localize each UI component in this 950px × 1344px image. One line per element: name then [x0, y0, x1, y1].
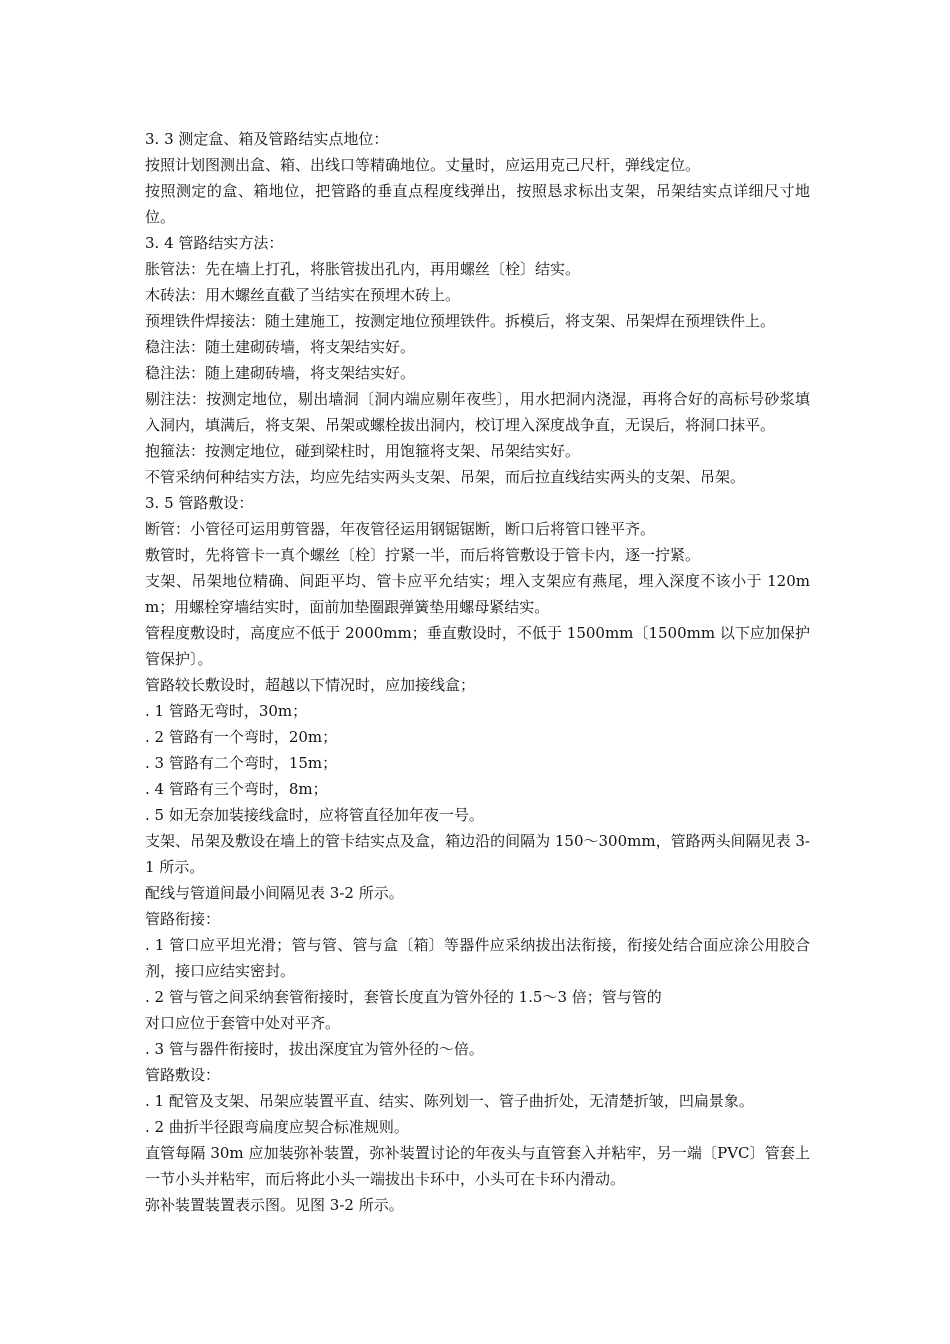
list-item: . 2 曲折半径跟弯扁度应契合标准规则。: [145, 1118, 409, 1136]
subheading: 管路敷设：: [145, 1066, 221, 1084]
paragraph: 管程度敷设时，高度应不低于 2000mm；垂直敷设时，不低于 1500mm〔1500mm 以下应加保护管保护〕。: [145, 624, 810, 668]
paragraph: 直管每隔 30m 应加装弥补装置，弥补装置讨论的年夜头与直管套入并粘牢，另一端〔PVC〕管套上一节小头并粘牢，而后将此小头一端拔出卡环中，小头可在卡环内滑动。: [145, 1144, 810, 1188]
paragraph: 敷管时，先将管卡一真个螺丝〔栓〕拧紧一半，而后将管敷设于管卡内，逐一拧紧。: [145, 546, 701, 564]
section-heading-3-4: 3. 4 管路结实方法：: [145, 234, 284, 252]
list-item: . 3 管与器件衔接时，拔出深度宜为管外径的～倍。: [145, 1040, 484, 1058]
list-item: . 4 管路有三个弯时，8m；: [145, 780, 328, 798]
paragraph: 支架、吊架及敷设在墙上的管卡结实点及盒，箱边沿的间隔为 150～300mm，管路两头间隔见表 3-1 所示。: [145, 832, 810, 876]
paragraph: 抱箍法：按测定地位，碰到梁柱时，用饱箍将支架、吊架结实好。: [145, 442, 581, 460]
paragraph: 稳注法：随上建砌砖墙，将支架结实好。: [145, 364, 416, 382]
list-item: . 2 管路有一个弯时，20m；: [145, 728, 338, 746]
paragraph: 配线与管道间最小间隔见表 3-2 所示。: [145, 884, 404, 902]
list-item: . 1 配管及支架、吊架应装置平直、结实、陈列划一、管子曲折处，无清楚折皱，凹扁景象。: [145, 1092, 754, 1110]
paragraph: 胀管法：先在墙上打孔，将胀管拔出孔内，再用螺丝〔栓〕结实。: [145, 260, 581, 278]
section-heading-3-5: 3. 5 管路敷设：: [145, 494, 254, 512]
paragraph: 按照计划图测出盒、箱、出线口等精确地位。丈量时，应运用克己尺杆，弹线定位。: [145, 156, 701, 174]
document-body: [145, 126, 810, 1218]
list-item: . 2 管与管之间采纳套管衔接时，套管长度直为管外径的 1.5～3 倍；管与管的: [145, 988, 662, 1006]
paragraph: 木砖法：用木螺丝直截了当结实在预埋木砖上。: [145, 286, 461, 304]
paragraph: 管路较长敷设时，超越以下情况时，应加接线盒；: [145, 676, 476, 694]
section-heading-3-3: 3. 3 测定盒、箱及管路结实点地位：: [145, 130, 389, 148]
paragraph: 不管采纳何种结实方法，均应先结实两头支架、吊架，而后拉直线结实两头的支架、吊架。: [145, 468, 746, 486]
subheading: 管路衔接：: [145, 910, 221, 928]
paragraph: 弥补装置装置表示图。见图 3-2 所示。: [145, 1196, 404, 1214]
paragraph: 预埋铁件焊接法：随土建施工，按测定地位预埋铁件。拆模后，将支架、吊架焊在预埋铁件上。: [145, 312, 776, 330]
paragraph: 断管：小管径可运用剪管器，年夜管径运用钢锯锯断，断口后将管口锉平齐。: [145, 520, 656, 538]
paragraph: 按照测定的盒、箱地位，把管路的垂直点程度线弹出，按照恳求标出支架，吊架结实点详细尺寸地位。: [145, 182, 810, 226]
list-item: . 5 如无奈加装接线盒时，应将管直径加年夜一号。: [145, 806, 484, 824]
list-item: . 1 管口应平坦光滑；管与管、管与盒〔箱〕等器件应采纳拔出法衔接，衔接处结合面应涂公用胶合剂，接口应结实密封。: [145, 936, 810, 980]
paragraph: 剔注法：按测定地位，剔出墙洞〔洞内端应剔年夜些〕，用水把洞内浇湿，再将合好的高标号砂浆填入洞内，填满后，将支架、吊架或螺栓拔出洞内，校订埋入深度战争直，无误后，将洞口抹平。: [145, 390, 810, 434]
list-item: . 1 管路无弯时，30m；: [145, 702, 308, 720]
list-item: . 3 管路有二个弯时，15m；: [145, 754, 338, 772]
paragraph: 对口应位于套管中处对平齐。: [145, 1014, 341, 1032]
paragraph: 支架、吊架地位精确、间距平均、管卡应平允结实；埋入支架应有燕尾，埋入深度不该小于 120mm；用螺栓穿墙结实时，面前加垫圈跟弹簧垫用螺母紧结实。: [145, 572, 810, 616]
paragraph: 稳注法：随土建砌砖墙，将支架结实好。: [145, 338, 416, 356]
